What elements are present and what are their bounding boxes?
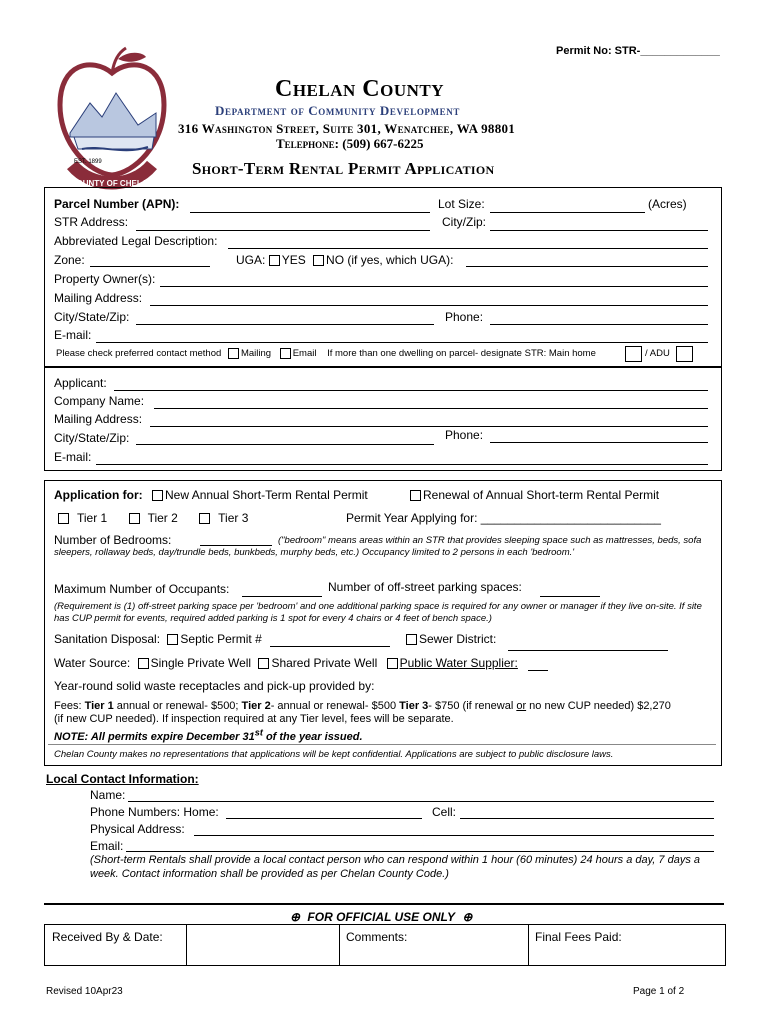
water-label: Water Source: — [54, 656, 131, 670]
received-label: Received By & Date: — [52, 930, 163, 944]
max-occupants-label: Maximum Number of Occupants: — [54, 582, 230, 596]
contact-home-phone-label: Phone Numbers: Home: — [90, 805, 219, 819]
fees-tier2: Tier 2 — [241, 700, 271, 712]
public-water-field[interactable] — [528, 670, 548, 671]
county-seal-logo — [52, 45, 172, 195]
tier1-checkbox[interactable] — [58, 513, 69, 524]
parking-field[interactable] — [540, 596, 600, 597]
applicant-email-label: E-mail: — [54, 450, 92, 464]
applicant-email-field[interactable] — [96, 464, 708, 465]
property-owner-field[interactable] — [160, 286, 708, 287]
uga-no-label: NO (if yes, which UGA): — [326, 253, 454, 267]
septic-field[interactable] — [270, 646, 390, 647]
city-zip-field[interactable] — [490, 230, 708, 231]
contact-cell-label: Cell: — [432, 805, 457, 819]
property-owner-label: Property Owner(s): — [54, 272, 156, 286]
owner-phone-field[interactable] — [490, 324, 708, 325]
lot-size-field[interactable] — [490, 212, 645, 213]
official-heading-row — [290, 910, 472, 924]
fees-tier1-amount: annual or renewal- $500; — [113, 700, 242, 712]
department-address: 316 Washington Street, Suite 301, Wenatchee, WA 98801 — [178, 121, 516, 136]
sewer-field[interactable] — [508, 650, 668, 651]
contact-name-label: Name: — [90, 788, 126, 802]
solid-waste-label: Year-round solid waste receptacles and pick-up provided by: — [54, 679, 375, 693]
fees-tier3-amount: - $750 (if renewal — [428, 700, 517, 712]
contact-mailing-checkbox[interactable] — [228, 348, 239, 359]
owner-email-label: E-mail: — [54, 328, 92, 342]
contact-email-label: Email — [292, 348, 317, 360]
fees-tier3: Tier 3 — [399, 700, 429, 712]
uga-no-checkbox[interactable] — [313, 255, 324, 266]
new-annual-checkbox[interactable] — [152, 490, 163, 501]
expiry-note-sup: st — [254, 727, 263, 737]
permit-number: Permit No: STR-_____________ — [556, 45, 720, 57]
uga-label — [236, 253, 453, 267]
applicant-phone-label: Phone: — [445, 428, 484, 442]
legal-description-field[interactable] — [228, 248, 708, 249]
permit-year-label: Permit Year Applying for: ___________________________ — [346, 511, 661, 525]
owner-city-label: City/State/Zip: — [54, 310, 130, 324]
svg-text:COUNTY OF CHELAN: COUNTY OF CHELAN — [70, 179, 154, 188]
official-right-icon: ⊕ — [462, 910, 473, 924]
septic-label: Septic Permit # — [180, 632, 262, 646]
fees-text — [54, 700, 714, 744]
fees-intro: Fees: — [54, 700, 85, 712]
owner-mailing-label: Mailing Address: — [54, 291, 143, 305]
owner-phone-label: Phone: — [445, 310, 484, 324]
contact-method-row — [56, 348, 596, 359]
applicant-mailing-label: Mailing Address: — [54, 412, 143, 426]
divider — [48, 744, 716, 745]
comments-label: Comments: — [346, 930, 408, 944]
applicant-field[interactable] — [114, 390, 708, 391]
renewal-row — [410, 488, 659, 502]
adu-label: / ADU — [645, 348, 670, 359]
renewal-checkbox[interactable] — [410, 490, 421, 501]
contact-email-label: Email: — [90, 839, 124, 853]
uga-text: UGA: — [236, 253, 266, 267]
svg-text:EST. 1899: EST. 1899 — [74, 159, 102, 165]
sewer-checkbox[interactable] — [406, 634, 417, 645]
sanitation-row — [54, 632, 262, 646]
company-label: Company Name: — [54, 394, 145, 408]
zone-field[interactable] — [90, 266, 210, 267]
contact-email-checkbox[interactable] — [280, 348, 291, 359]
main-home-checkbox[interactable] — [625, 346, 642, 362]
tier1-label: Tier 1 — [77, 511, 108, 525]
fees-tier2-amount: - annual or renewal- $500 — [270, 700, 400, 712]
expiry-note-a: NOTE: All permits expire December 31 — [54, 730, 255, 743]
bedroom-note: ("bedroom" means areas within an STR that provides sleeping space such as mattresses, beds, sofa sleepers, rollaway beds, day/trundle beds, bunkbeds, murphy beds, etc.) Occupancy limited to 2 persons in each 'bedroom.' — [54, 535, 702, 558]
shared-well-label: Shared Private Well — [271, 656, 378, 670]
city-zip-label: City/Zip: — [442, 215, 487, 229]
application-for-row — [54, 488, 368, 502]
single-well-checkbox[interactable] — [138, 658, 149, 669]
applicant-mailing-field[interactable] — [150, 426, 708, 427]
contact-email-field[interactable] — [126, 851, 714, 852]
applicant-phone-field[interactable] — [490, 442, 708, 443]
tier2-label: Tier 2 — [147, 511, 178, 525]
water-row — [54, 656, 518, 670]
tier3-checkbox[interactable] — [199, 513, 210, 524]
applicant-city-label: City/State/Zip: — [54, 431, 130, 445]
apn-label: Parcel Number (APN): — [54, 197, 180, 211]
official-col-divider-3 — [528, 924, 529, 965]
page-number: Page 1 of 2 — [633, 986, 685, 997]
fees-line2: (if new CUP needed). If inspection required at any Tier level, fees will be separate. — [54, 713, 454, 725]
applicant-label: Applicant: — [54, 376, 107, 390]
uga-which-field[interactable] — [466, 266, 708, 267]
company-field[interactable] — [154, 408, 708, 409]
department-name: Department of Community Development — [215, 103, 460, 118]
public-water-label: Public Water Supplier: — [399, 656, 518, 670]
new-annual-label: New Annual Short-Term Rental Permit — [165, 488, 368, 502]
application-for-label: Application for: — [54, 488, 143, 502]
tier-row — [58, 511, 248, 525]
official-col-divider-2 — [339, 924, 340, 965]
lot-size-label: Lot Size: — [438, 197, 485, 211]
contact-mailing-label: Mailing — [240, 348, 272, 360]
septic-checkbox[interactable] — [167, 634, 178, 645]
revised-date: Revised 10Apr23 — [46, 986, 123, 997]
fees-or: or — [516, 700, 527, 712]
contact-method-label: Please check preferred contact method — [56, 348, 222, 360]
contact-physical-label: Physical Address: — [90, 822, 185, 836]
uga-yes-checkbox[interactable] — [269, 255, 280, 266]
expiry-note — [54, 727, 363, 743]
county-name: Chelan County — [275, 76, 445, 102]
applicant-city-field[interactable] — [136, 444, 434, 445]
shared-well-checkbox[interactable] — [258, 658, 269, 669]
str-address-field[interactable] — [136, 230, 430, 231]
sewer-row — [406, 632, 496, 646]
acres-label: (Acres) — [648, 197, 687, 211]
str-address-label: STR Address: — [54, 215, 129, 229]
owner-city-field[interactable] — [136, 324, 434, 325]
department-telephone: Telephone: (509) 667-6225 — [276, 136, 424, 151]
tier3-label: Tier 3 — [218, 511, 249, 525]
parking-label: Number of off-street parking spaces: — [328, 580, 522, 594]
sewer-label: Sewer District: — [419, 632, 497, 646]
uga-yes-label: YES — [281, 253, 306, 267]
final-fees-label: Final Fees Paid: — [535, 930, 622, 944]
tier2-checkbox[interactable] — [129, 513, 140, 524]
applicant-section — [44, 367, 722, 471]
zone-label: Zone: — [54, 253, 85, 267]
official-divider — [44, 903, 724, 905]
local-contact-heading: Local Contact Information: — [46, 772, 199, 786]
parking-note: (Requirement is (1) off-street parking space per 'bedroom' and one additional parking space is required for any owner or manager if they live on-site. If site has CUP permit for events, required added parking is 1 spot for every 4 chairs or 4 feet of bench space.) — [54, 601, 702, 624]
adu-checkbox[interactable] — [676, 346, 693, 362]
form-title: Short-Term Rental Permit Application — [192, 159, 495, 178]
contact-cell-field[interactable] — [460, 818, 714, 819]
public-water-checkbox[interactable] — [387, 658, 398, 669]
official-heading: FOR OFFICIAL USE ONLY — [307, 910, 455, 924]
contact-home-phone-field[interactable] — [226, 818, 422, 819]
renewal-label: Renewal of Annual Short-term Rental Permit — [423, 488, 660, 502]
expiry-note-b: of the year issued. — [262, 730, 363, 743]
fees-tier3-cup: no new CUP needed) $2,270 — [526, 700, 671, 712]
apn-field[interactable] — [190, 212, 430, 213]
bedrooms-label: Number of Bedrooms: — [54, 533, 172, 547]
single-well-label: Single Private Well — [150, 656, 252, 670]
official-left-icon: ⊕ — [290, 910, 301, 924]
fees-tier1: Tier 1 — [84, 700, 114, 712]
official-col-divider-1 — [186, 924, 187, 965]
local-contact-note: (Short-term Rentals shall provide a local contact person who can respond within 1 hour (60 minutes) 24 hours a day, 7 days a week. Contact information shall be provided as per Chelan County Code.) — [90, 854, 701, 880]
disclosure-note: Chelan County makes no representations that applications will be kept confidential. Applications are subject to public disclosure laws. — [54, 749, 614, 760]
contact-name-field[interactable] — [128, 801, 714, 802]
sanitation-label: Sanitation Disposal: — [54, 632, 161, 646]
dwelling-note: If more than one dwelling on parcel- designate STR: Main home — [327, 348, 596, 360]
owner-mailing-field[interactable] — [150, 305, 708, 306]
legal-description-label: Abbreviated Legal Description: — [54, 234, 218, 248]
contact-physical-field[interactable] — [194, 835, 714, 836]
max-occupants-field[interactable] — [242, 596, 322, 597]
owner-email-field[interactable] — [96, 342, 708, 343]
